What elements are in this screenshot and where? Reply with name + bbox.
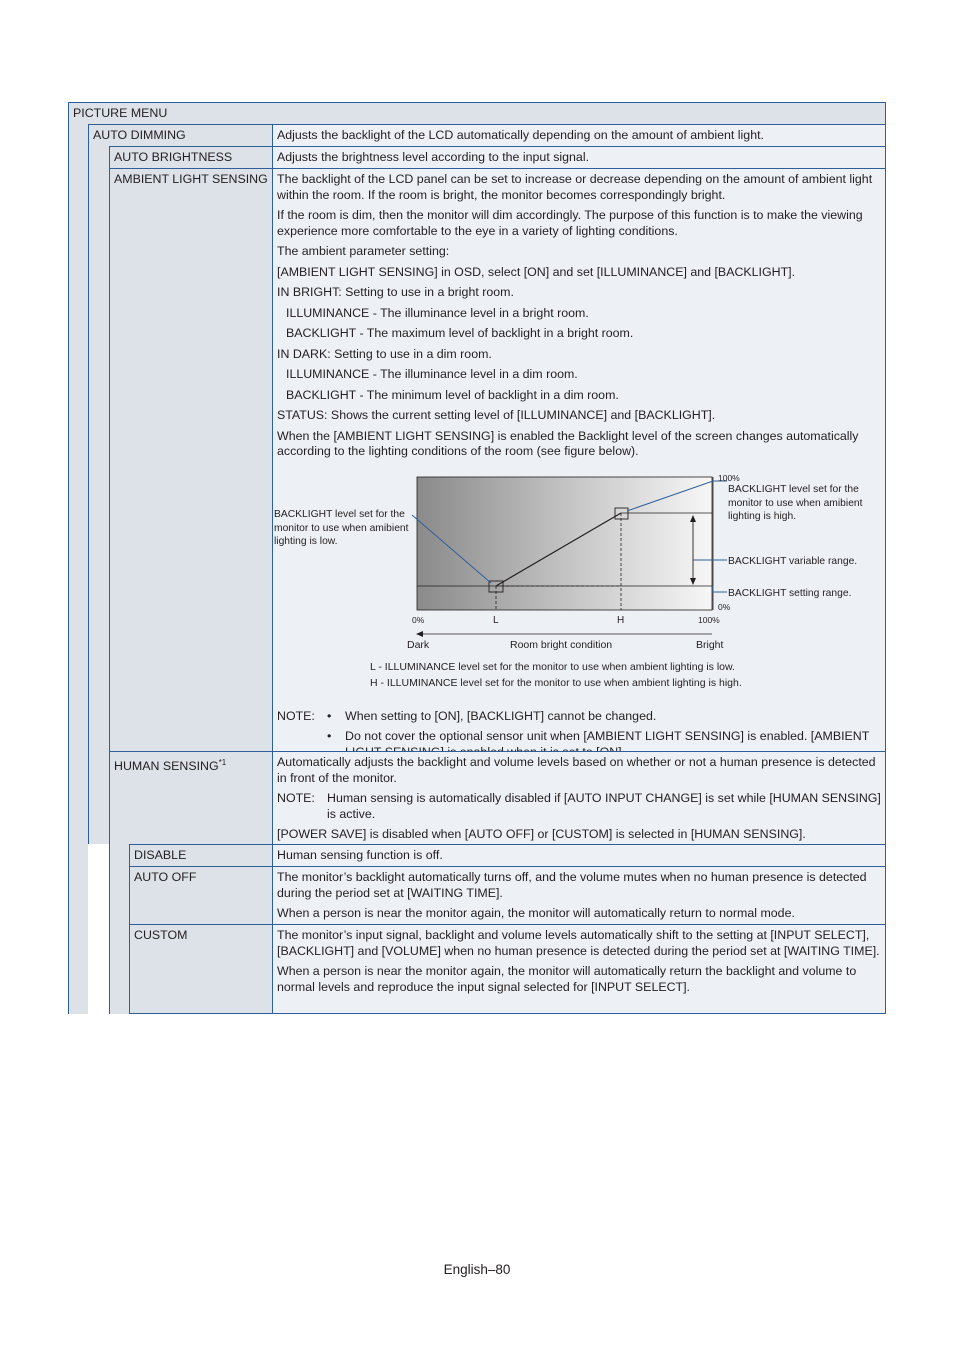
label-auto-brightness: AUTO BRIGHTNESS: [109, 146, 272, 168]
caption-l: L - ILLUMINANCE level set for the monitor to use when ambient lighting is low.: [370, 660, 735, 673]
note-label: NOTE:: [277, 791, 315, 805]
x-label-bright: Bright: [696, 638, 724, 651]
indent-gutter-2: [88, 146, 109, 844]
note-text-2: Do not cover the optional sensor unit when [AMBIENT LIGHT SENSING] is enabled. [AMBIENT: [345, 729, 870, 743]
ambient-p11: STATUS: Shows the current setting level of [ILLUMINANCE] and [BACKLIGHT].: [277, 408, 716, 422]
label-auto-dimming: AUTO DIMMING: [88, 124, 272, 146]
human-note-text: Human sensing is automatically disabled if [AUTO INPUT CHANGE] is set while [HUMAN SENSING] is active.: [327, 791, 881, 821]
custom-p2: When a person is near the monitor again, the monitor will automatically return the backlight and volume to normal levels and reproduce the input signal selected for [INPUT SELECT].: [277, 964, 857, 994]
human-p1: Automatically adjusts the backlight and volume levels based on whether or not a human presence is detected in front of the monitor.: [277, 755, 876, 785]
desc-auto-off: [272, 866, 886, 924]
indent-gutter-1: [68, 124, 88, 1014]
ambient-p8: IN DARK: Setting to use in a dim room.: [277, 346, 492, 361]
tick-x-l: L: [493, 614, 499, 626]
annotation-high: BACKLIGHT level set for the monitor to use when amibient lighting is high.: [728, 483, 863, 522]
label-disable: DISABLE: [129, 844, 272, 866]
label-custom: CUSTOM: [129, 924, 272, 1014]
note-text-1: When setting to [ON], [BACKLIGHT] cannot be changed.: [345, 708, 657, 723]
label-human-sensing: [109, 751, 272, 844]
desc-custom: [272, 924, 886, 1014]
ambient-p2: If the room is dim, then the monitor will dim accordingly. The purpose of this function is to make the viewing experience more comfortable to the eye in a variety of lighting conditions.: [277, 208, 863, 238]
ambient-p5: IN BRIGHT: Setting to use in a bright room.: [277, 285, 514, 299]
ambient-p10: BACKLIGHT - The minimum level of backlight in a dim room.: [286, 387, 619, 402]
ambient-figure: [272, 465, 881, 705]
footnote-marker: *1: [218, 758, 227, 767]
tick-y-100: 100%: [718, 472, 740, 483]
annotation-setting: BACKLIGHT setting range.: [728, 587, 852, 599]
annotation-low: BACKLIGHT level set for the monitor to use when amibient lighting is low.: [274, 508, 409, 547]
custom-p1: The monitor’s input signal, backlight and volume levels automatically shift to the setting at [INPUT SELECT], [BACKLIGHT] and [VOLUME] when no human presence is detected during the period set at [WAITING TIME].: [277, 928, 880, 958]
ambient-note-1: [277, 709, 881, 725]
tick-y-0: 0%: [718, 601, 731, 612]
x-arrow-head: [416, 631, 423, 637]
desc-ambient-light-sensing: [272, 168, 886, 751]
human-sensing-label-text: HUMAN SENSING: [114, 759, 219, 774]
table-bottom-border: [129, 1013, 886, 1014]
indent-gutter-3: [109, 844, 129, 1014]
tick-x-0: 0%: [412, 614, 425, 625]
ambient-p1: The backlight of the LCD panel can be set to increase or decrease depending on the amount of ambient light within the room. If the room is bright, the monitor becomes correspondingly bright.: [277, 172, 873, 202]
human-note: [277, 791, 881, 822]
bullet: •: [327, 729, 332, 743]
page-number: English–80: [443, 1262, 511, 1277]
menu-title: PICTURE MENU: [68, 102, 886, 124]
ambient-p6: ILLUMINANCE - The illuminance level in a bright room.: [286, 305, 589, 320]
leader-setting: [713, 586, 727, 592]
annotation-high-box: [728, 483, 878, 528]
label-auto-off: AUTO OFF: [129, 866, 272, 924]
x-axis-title: Room bright condition: [510, 638, 613, 651]
ambient-p12: When the [AMBIENT LIGHT SENSING] is enabled the Backlight level of the screen changes automatically according to the lighting conditions of the room (see figure below).: [277, 428, 859, 458]
ambient-p3: The ambient parameter setting:: [277, 244, 450, 258]
annotation-low-box: [274, 508, 409, 553]
desc-disable: Human sensing function is off.: [272, 844, 886, 866]
bullet: •: [327, 708, 332, 723]
x-label-dark: Dark: [407, 638, 430, 651]
ambient-p7: BACKLIGHT - The maximum level of backlight in a bright room.: [286, 326, 634, 340]
desc-auto-dimming: Adjusts the backlight of the LCD automatically depending on the amount of ambient light.: [272, 124, 886, 146]
picture-menu-table: [68, 102, 886, 1014]
note-label: NOTE:: [277, 708, 315, 723]
ambient-p9: ILLUMINANCE - The illuminance level in a dim room.: [286, 367, 578, 381]
caption-h: H - ILLUMINANCE level set for the monitor to use when ambient lighting is high.: [370, 676, 742, 689]
desc-human-sensing: [272, 751, 886, 844]
auto-off-p2: When a person is near the monitor again, the monitor will automatically return to normal mode.: [277, 906, 795, 920]
ambient-p4: [AMBIENT LIGHT SENSING] in OSD, select [ON] and set [ILLUMINANCE] and [BACKLIGHT].: [277, 264, 796, 279]
auto-off-p1: The monitor’s backlight automatically turns off, and the volume mutes when no human presence is detected during the period set at [WAITING TIME].: [277, 870, 867, 900]
human-p2: [POWER SAVE] is disabled when [AUTO OFF] or [CUSTOM] is selected in [HUMAN SENSING].: [277, 827, 806, 841]
tick-x-100: 100%: [698, 614, 720, 625]
annotation-variable: BACKLIGHT variable range.: [728, 555, 858, 567]
tick-x-h: H: [617, 614, 625, 626]
label-ambient-light-sensing: AMBIENT LIGHT SENSING: [109, 168, 272, 751]
desc-auto-brightness: Adjusts the brightness level according to the input signal.: [272, 146, 886, 168]
